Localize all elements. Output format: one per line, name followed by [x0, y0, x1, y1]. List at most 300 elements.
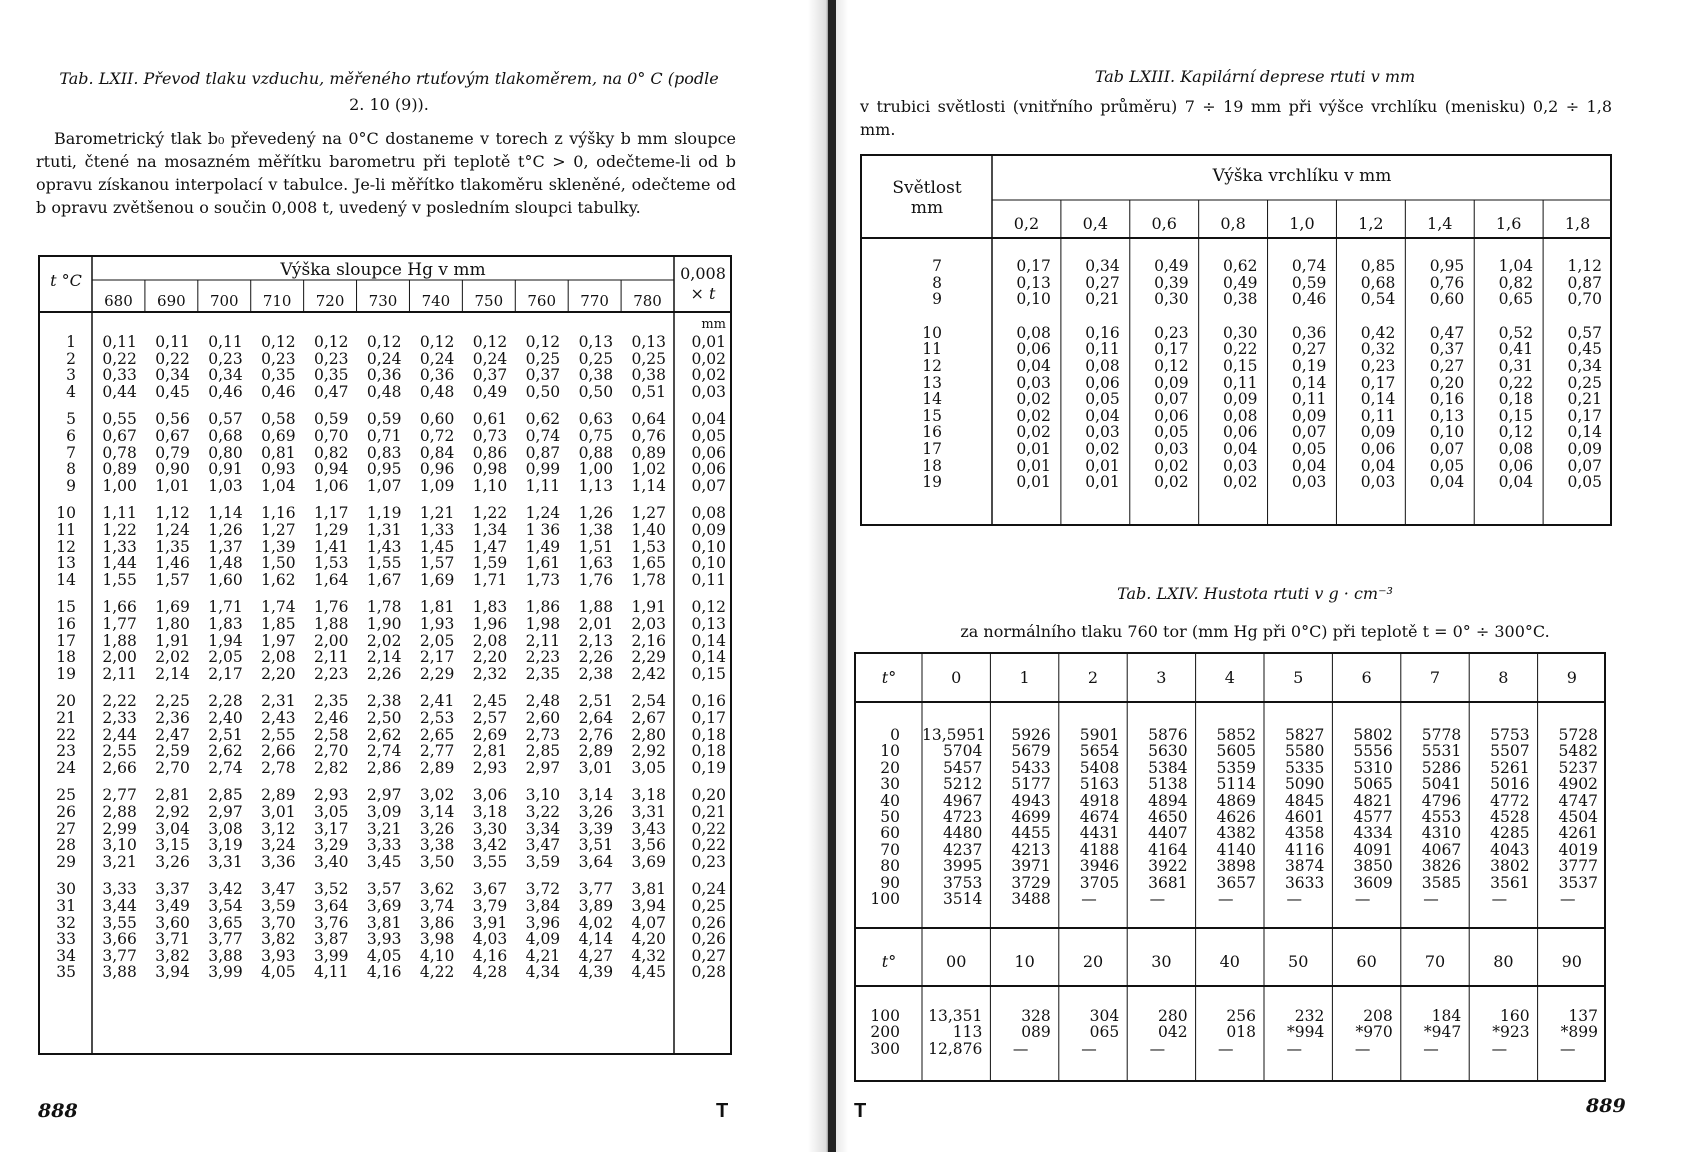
tab62-row-t: 30 [56, 880, 76, 899]
tab64-cell: 4845 [1284, 791, 1325, 810]
tab64-row-t: 0 [890, 726, 900, 744]
tab62-cell: 3,55 [102, 913, 137, 932]
tab62-cell: 3,33 [102, 880, 137, 899]
tab62-row-t: 5 [66, 410, 76, 429]
tab64-cell: 3633 [1284, 873, 1325, 892]
tab63-row-t: 15 [922, 406, 942, 425]
tab63-cell: 0,34 [1085, 257, 1120, 275]
tab62-cell: 0,98 [472, 460, 508, 479]
tab64-cell: 3488 [1011, 890, 1051, 908]
tab62-cell: 3,60 [155, 913, 190, 932]
tab62-cell: 2,86 [366, 758, 402, 777]
tab64-cell: 4821 [1353, 791, 1393, 810]
tab62-cell: 2,51 [208, 725, 243, 744]
tab62-group-header: Výška sloupce Hg v mm [280, 260, 486, 280]
tab64-cell: 5876 [1148, 726, 1188, 744]
tab64-row-t: 100 [870, 890, 900, 908]
tab64-cell: 5237 [1558, 758, 1598, 777]
tab62-cell: 0,83 [366, 443, 402, 462]
tab62-cell: 2,14 [155, 664, 190, 683]
tab62-cell: 0,55 [102, 410, 137, 429]
tab62-last-cell: 0,02 [691, 349, 726, 368]
tab62-cell: 2,70 [155, 758, 190, 777]
tab64-cell-2: 328 [1021, 1007, 1051, 1025]
tab64-corner: t° [881, 668, 897, 687]
tab64-cell: 4699 [1011, 808, 1051, 826]
tab62-cell: 3,12 [261, 819, 296, 838]
tab62-cell: 2,62 [208, 742, 243, 761]
tab62-cell: 1,11 [102, 504, 137, 523]
tab63-col-header: 0,2 [1013, 214, 1040, 233]
tab62-cell: 0,13 [578, 333, 614, 351]
tab63-cell: 0,21 [1567, 390, 1602, 409]
tab62-cell: 2,77 [102, 786, 137, 805]
tab62-cell: 0,38 [578, 366, 614, 385]
tab62-cell: 3,05 [314, 803, 349, 821]
tab62-last-cell: 0,28 [691, 963, 726, 982]
tab62-cell: 2,85 [208, 786, 243, 805]
tab62-cell: 3,10 [525, 786, 561, 805]
tab63-cell: 0,59 [1291, 273, 1327, 292]
tab62-cell: 4,05 [366, 946, 402, 965]
tab64-cell: 4237 [942, 840, 983, 859]
tab62-cell: 1,07 [366, 476, 402, 495]
tab63-cell: 0,01 [1016, 473, 1051, 492]
tab62-cell: 0,74 [525, 427, 561, 445]
tab62-cell: 4,22 [419, 963, 455, 982]
tab62-cell: 0,59 [314, 410, 349, 429]
tab64-cell: — [1286, 890, 1302, 908]
tab62-cell: 2,33 [102, 709, 137, 727]
tab63-cell: 0,09 [1291, 406, 1327, 425]
tab63-table [860, 154, 1612, 526]
tab62-last-cell: 0,04 [691, 410, 726, 429]
tab63-cell: 0,02 [1016, 406, 1051, 425]
tab62-cell: 2,47 [155, 725, 190, 744]
tab63-cell: 0,06 [1085, 373, 1120, 392]
tab64-cell: 4504 [1558, 808, 1598, 826]
tab64-cell: — [1491, 890, 1508, 908]
tab64-cell-2: 018 [1226, 1023, 1256, 1042]
tab63-cell: 0,03 [1085, 423, 1120, 442]
tab63-cell: 0,06 [1498, 456, 1534, 475]
tab62-cell: 2,29 [419, 664, 455, 683]
tab62-last-cell: 0,16 [691, 692, 726, 711]
tab62-cell: 1,88 [578, 598, 614, 617]
tab62-row-t: 17 [56, 631, 76, 650]
tab62-cell: 0,37 [525, 366, 561, 385]
tab62-cell: 1,50 [261, 554, 296, 573]
tab64-cell: 3922 [1148, 857, 1188, 876]
tab62-cell: 2,76 [578, 725, 614, 744]
tab62-cell: 2,11 [102, 664, 137, 683]
tab64-cell: 3585 [1421, 873, 1462, 892]
tab64-cell: 5482 [1558, 742, 1598, 761]
tab62-cell: 0,86 [472, 443, 508, 462]
tab64-row-t: 20 [880, 758, 900, 777]
tab62-last-cell: 0,27 [691, 946, 726, 965]
tab63-cell: 0,04 [1085, 406, 1120, 425]
tab63-cell: 0,08 [1085, 357, 1120, 375]
tab63-cell: 0,27 [1429, 357, 1465, 375]
tab62-col-header: 690 [157, 292, 186, 310]
tab62-cell: 3,72 [525, 880, 561, 899]
tab64-cell: 5212 [942, 775, 983, 794]
tab63-cell: 0,12 [1154, 357, 1189, 375]
tab62-row-t: 19 [56, 664, 76, 683]
tab62-last-cell: 0,10 [691, 537, 726, 556]
tab62-last-cell: 0,09 [691, 521, 726, 539]
tab62-cell: 2,02 [155, 648, 190, 667]
tab64-cell: 4382 [1216, 824, 1256, 843]
tab62-row-t: 25 [56, 786, 76, 805]
tab64-cell-2: 208 [1363, 1007, 1393, 1025]
tab62-cell: 4,10 [419, 946, 455, 965]
tab63-cell: 0,04 [1291, 456, 1327, 475]
tab62-cell: 2,54 [631, 692, 666, 711]
tab62-cell: 2,25 [155, 692, 190, 711]
tab62-cell: 0,46 [208, 382, 243, 401]
tab63-cell: 0,87 [1567, 273, 1602, 292]
tab64-cell: 5827 [1284, 726, 1325, 744]
tab62-table [38, 255, 732, 1055]
tab64-cell: 4626 [1216, 808, 1256, 826]
tab62-cell: 2,01 [578, 615, 614, 633]
tab63-cell: 0,49 [1154, 257, 1189, 275]
tab62-cell: 3,18 [631, 786, 666, 805]
tab64-cell: 5852 [1216, 726, 1256, 744]
tab62-cell: 1,31 [366, 521, 402, 539]
tab62-cell: 0,46 [261, 382, 296, 401]
tab62-last-cell: 0,19 [691, 758, 726, 777]
tab62-cell: 0,64 [631, 410, 666, 429]
tab62-last-cell: 0,24 [691, 880, 726, 899]
tab62-cell: 3,67 [472, 880, 508, 899]
tab62-cell: 2,17 [208, 664, 243, 683]
tab62-cell: 1,53 [314, 554, 349, 573]
tab62-cell: 3,76 [314, 913, 349, 932]
tab63-cell: 0,02 [1016, 390, 1051, 409]
tab62-cell: 0,69 [261, 427, 296, 445]
tab62-cell: 3,14 [419, 803, 455, 821]
tab62-cell: 1,44 [102, 554, 137, 573]
tab62-cell: 0,23 [208, 349, 243, 368]
tab64-cell: 4967 [942, 791, 983, 810]
tab63-cell: 0,19 [1291, 357, 1327, 375]
tab62-cell: 0,78 [102, 443, 137, 462]
tab62-cell: 1,40 [631, 521, 666, 539]
tab62-cell: 4,03 [472, 930, 508, 949]
tab62-cell: 3,56 [631, 836, 666, 855]
tab64-cell: 5901 [1079, 726, 1120, 744]
tab63-cell: 0,30 [1154, 290, 1189, 309]
tab64-col-header: 4 [1224, 668, 1235, 687]
tab64-cell: 5753 [1490, 726, 1530, 744]
tab64-cell: — [1423, 890, 1439, 908]
tab62-cell: 4,45 [631, 963, 666, 982]
tab62-cell: 0,44 [102, 382, 137, 401]
tab62-cell: 3,02 [419, 786, 455, 805]
tab63-row-t: 10 [922, 323, 942, 342]
tab63-cell: 0,09 [1567, 440, 1602, 458]
tab62-col-header: 740 [421, 292, 451, 310]
tab62-cell: 1,83 [208, 615, 243, 633]
tab62-paragraph: Barometrický tlak b₀ převedený na 0°C dostaneme v torech z výšky b mm sloupce rtuti, čtené na mosazném měřítku barometru při teplotě t°C > 0, odečteme-li od b opravu získanou interpolací v tabulce. Je-li měřítko tlakoměru skleněné, odečteme od b opravu zvětšenou o součin 0,008 t, uvedený v posledním sloupci tabulky. [36, 129, 736, 217]
tab64-cell-2: — [1491, 1039, 1508, 1058]
tab64-col-header-2: 90 [1561, 952, 1582, 971]
tab62-cell: 2,97 [208, 803, 243, 821]
tab62-cell: 1,11 [525, 476, 561, 495]
tab63-cell: 0,22 [1223, 340, 1258, 359]
tab64-cell: 5704 [942, 742, 983, 761]
tab62-cell: 0,34 [155, 366, 190, 385]
tab62-cell: 3,44 [102, 897, 137, 915]
tab63-row-t: 12 [922, 357, 942, 375]
tab64-cell: 5138 [1148, 775, 1188, 794]
tab62-cell: 3,94 [631, 897, 666, 915]
tab64-cell: — [1354, 890, 1371, 908]
tab62-cell: 0,70 [314, 427, 349, 445]
tab63-cell: 0,16 [1429, 390, 1465, 409]
tab63-cell: 0,09 [1223, 390, 1258, 409]
tab62-title-line1: Tab. LXII. Převod tlaku vzduchu, měřeného rtuťovým tlakoměrem, na 0° C (podle [59, 69, 719, 88]
tab62-last-cell: 0,07 [691, 476, 726, 495]
tab62-row-t: 33 [56, 930, 76, 949]
tab62-cell: 1,91 [155, 631, 190, 650]
tab62-row-t: 22 [56, 725, 76, 744]
tab62-cell: 0,49 [472, 382, 508, 401]
tab63-cell: 0,02 [1154, 456, 1189, 475]
tab63-cell: 0,27 [1085, 273, 1120, 292]
tab62-cell: 1,76 [314, 598, 349, 617]
tab62-row-t: 4 [66, 382, 76, 401]
tab62-cell: 1,19 [366, 504, 402, 523]
tab62-title-line2: 2. 10 (9)). [349, 95, 429, 114]
tab63-cell: 0,09 [1154, 373, 1189, 392]
tab62-cell: 3,77 [208, 930, 243, 949]
tab63-row-t: 11 [922, 340, 942, 359]
tab64-row2-t: 300 [870, 1039, 900, 1058]
tab64-row-t: 10 [880, 742, 900, 761]
tab62-cell: 3,82 [155, 946, 190, 965]
tab62-cell: 0,48 [366, 382, 402, 401]
page-number-left: 888 [38, 1100, 78, 1122]
tab62-cell: 0,90 [155, 460, 190, 479]
tab62-cell: 2,58 [314, 725, 349, 744]
tab64-cell-2: — [1012, 1039, 1029, 1058]
tab63-cell: 0,31 [1498, 357, 1534, 375]
tab63-cell: 0,17 [1567, 406, 1602, 425]
tab62-cell: 1,43 [366, 537, 402, 556]
tab64-cell: 4043 [1490, 840, 1530, 859]
tab62-cell: 0,79 [155, 443, 190, 462]
tab62-row-t: 10 [56, 504, 76, 523]
tab62-cell: 1,94 [208, 631, 243, 650]
tab62-cell: 2,97 [366, 786, 402, 805]
tab62-cell: 3,14 [578, 786, 614, 805]
tab62-cell: 2,16 [631, 631, 666, 650]
tab64-cell: 5310 [1353, 758, 1393, 777]
tab64-cell: 4869 [1216, 791, 1256, 810]
page-number-right: 889 [1586, 1095, 1626, 1117]
tab62-cell: 4,16 [472, 946, 508, 965]
tab62-cell: 2,66 [102, 758, 137, 777]
tab64-cell: 5630 [1148, 742, 1188, 761]
tab64-cell: 4455 [1011, 824, 1051, 843]
tab62-cell: 0,24 [419, 349, 455, 368]
tab64-cell: 5408 [1079, 758, 1120, 777]
tab64-cell: 3874 [1284, 857, 1325, 876]
tab64-cell: 4407 [1148, 824, 1188, 843]
tab62-cell: 2,22 [102, 692, 137, 711]
tab62-cell: 3,69 [631, 852, 666, 871]
tab64-cell-2: 13,351 [928, 1007, 983, 1025]
tab63-cell: 0,05 [1567, 473, 1602, 492]
tab62-cell: 0,36 [366, 366, 402, 385]
tab62-cell: 0,62 [525, 410, 561, 429]
tab62-cell: 1,76 [578, 570, 614, 589]
tab62-cell: 2,64 [578, 709, 614, 727]
tab62-cell: 3,21 [102, 852, 137, 871]
tab63-cell: 0,01 [1016, 440, 1051, 458]
tab62-cell: 1,64 [314, 570, 349, 589]
tab62-col-header: 750 [474, 292, 504, 310]
tab63-cell: 0,22 [1498, 373, 1534, 392]
tab62-cell: 1,98 [525, 615, 561, 633]
tab62-cell: 1,37 [208, 537, 243, 556]
tab62-cell: 0,89 [631, 443, 666, 462]
tab62-cell: 2,08 [472, 631, 508, 650]
tab63-row-t: 19 [922, 473, 942, 492]
tab62-cell: 1,69 [419, 570, 455, 589]
tab62-last-cell: 0,08 [691, 504, 726, 523]
tab63-cell: 0,06 [1016, 340, 1051, 359]
tab64-col-header-2: 60 [1356, 952, 1377, 971]
tab62-cell: 2,17 [419, 648, 455, 667]
tab64-row-t: 90 [880, 873, 900, 892]
tab62-cell: 2,88 [102, 803, 137, 821]
tab64-cell: 5041 [1421, 775, 1462, 794]
tab62-cell: 1,51 [578, 537, 614, 556]
tab63-cell: 0,10 [1429, 423, 1465, 442]
tab63-cell: 0,04 [1498, 473, 1534, 492]
tab62-cell: 3,49 [155, 897, 190, 915]
tab62-row-t: 31 [56, 897, 76, 915]
tab64-row2-t: 200 [870, 1023, 900, 1042]
tab63-cell: 0,27 [1291, 340, 1327, 359]
tab62-cell: 2,73 [525, 725, 561, 744]
tab64-cell-2: 113 [952, 1023, 983, 1042]
tab62-cell: 2,51 [578, 692, 614, 711]
tab64-cell: 3802 [1490, 857, 1530, 876]
tab64-cell-2: 184 [1431, 1007, 1462, 1025]
tab63-cell: 0,30 [1223, 323, 1258, 342]
tab62-cell: 1,00 [102, 476, 137, 495]
tab64-cell: 4723 [942, 808, 983, 826]
tab64-cell: 5605 [1216, 742, 1256, 761]
tab62-cell: 4,16 [366, 963, 402, 982]
tab62-row-t: 9 [66, 476, 76, 495]
tab64-cell: 4650 [1148, 808, 1188, 826]
tab62-cell: 2,08 [261, 648, 296, 667]
tab62-cell: 3,70 [261, 913, 296, 932]
tab62-cell: 3,86 [419, 913, 455, 932]
tab62-cell: 2,66 [261, 742, 296, 761]
tab64-cell: 3681 [1148, 873, 1188, 892]
tab64-cell: 13,5951 [922, 726, 987, 744]
tab63-cell: 0,65 [1498, 290, 1534, 309]
tab64-cell: 3537 [1558, 873, 1598, 892]
tab62-cell: 1,33 [102, 537, 137, 556]
tab64-cell-2: 137 [1568, 1007, 1598, 1025]
tab62-cell: 1,57 [419, 554, 455, 573]
tab62-cell: 1,12 [155, 504, 190, 523]
tab63-cell: 0,13 [1429, 406, 1465, 425]
tab62-cell: 2,89 [419, 758, 455, 777]
tab62-cell: 0,12 [472, 333, 508, 351]
tab62-cell: 3,77 [578, 880, 614, 899]
tab62-cell: 1,93 [419, 615, 455, 633]
tab62-cell: 2,99 [102, 819, 137, 838]
tab63-cell: 1,12 [1567, 257, 1602, 275]
tab63-cell: 0,45 [1567, 340, 1602, 359]
tab64-cell-2: 089 [1021, 1023, 1051, 1042]
tab62-cell: 1,39 [261, 537, 296, 556]
tab63-col-header: 1,0 [1289, 214, 1315, 233]
tab64-cell: 3657 [1216, 873, 1256, 892]
tab63-row-t: 17 [922, 440, 942, 458]
tab62-cell: 3,99 [314, 946, 349, 965]
tab62-cell: 3,26 [578, 803, 614, 821]
tab62-last-cell: 0,06 [691, 460, 726, 479]
tab64-cell: 5728 [1558, 726, 1598, 744]
tab64-cell: 5016 [1490, 775, 1530, 794]
tab62-cell: 3,74 [419, 897, 455, 915]
tab63-cell: 0,02 [1154, 473, 1189, 492]
tab64-row-t: 70 [880, 840, 900, 859]
tab62-cell: 3,15 [155, 836, 190, 855]
tab62-cell: 2,35 [314, 692, 349, 711]
tab62-cell: 0,67 [155, 427, 190, 445]
tab62-cell: 2,35 [525, 664, 561, 683]
tab62-last-cell: 0,12 [691, 598, 726, 617]
tab64-row2-t: 100 [870, 1007, 900, 1025]
tab62-cell: 3,91 [472, 913, 508, 932]
tab63-cell: 0,11 [1291, 390, 1327, 409]
tab64-title: Tab. LXIV. Hustota rtuti v g · cm⁻³ [1117, 584, 1393, 603]
tab64-cell: 4480 [942, 824, 983, 843]
tab62-cell: 0,61 [472, 410, 508, 429]
tab62-cell: 0,12 [261, 333, 296, 351]
tab63-cell: 0,85 [1360, 257, 1396, 275]
tab62-cell: 3,21 [366, 819, 402, 838]
tab62-cell: 0,81 [261, 443, 296, 462]
tab62-cell: 3,31 [631, 803, 666, 821]
tab64-cell: 4796 [1421, 791, 1462, 810]
tab63-cell: 0,08 [1223, 406, 1258, 425]
tab63-cell: 0,11 [1223, 373, 1258, 392]
tab63-cell: 0,06 [1223, 423, 1258, 442]
tab62-cell: 0,71 [366, 427, 402, 445]
tab62-cell: 0,63 [578, 410, 614, 429]
tab64-cell: 4894 [1148, 791, 1188, 810]
tab62-cell: 1,46 [155, 554, 190, 573]
tab62-cell: 2,42 [631, 664, 666, 683]
tab62-cell: 4,32 [631, 946, 666, 965]
tab64-cell: 4358 [1284, 824, 1325, 843]
tab63-cell: 0,70 [1567, 290, 1602, 309]
tab63-cell: 0,01 [1085, 456, 1120, 475]
